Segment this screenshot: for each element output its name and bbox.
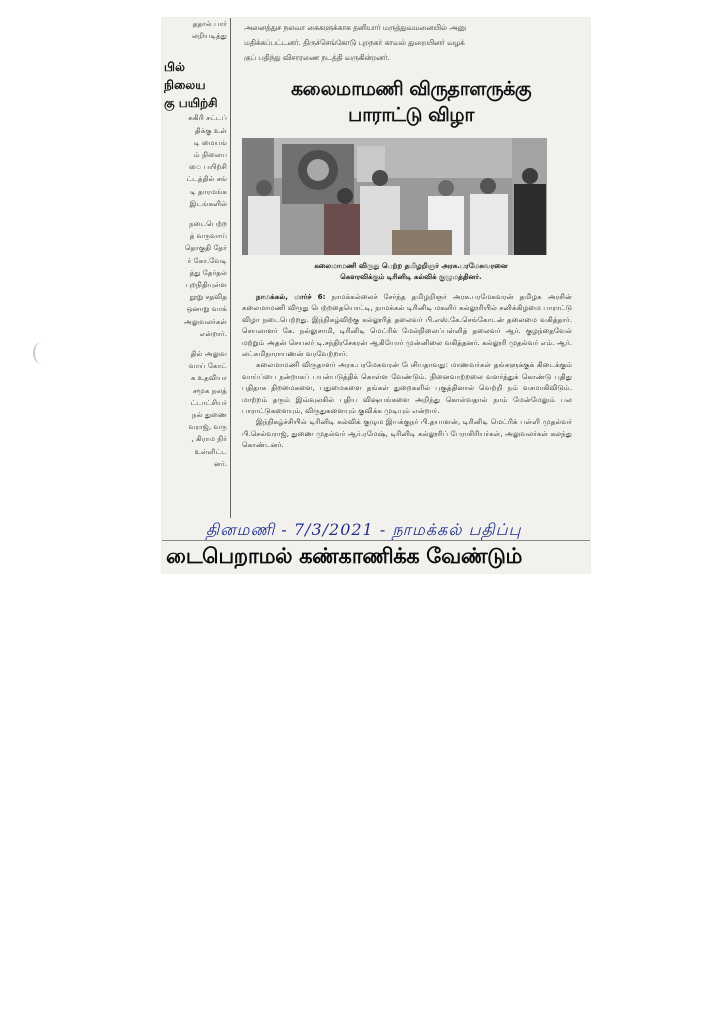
article-headline-line2: பாராட்டு விழா [348,104,474,126]
article [238,18,584,451]
column-fragment: அலுவலர்கள் [183,316,227,326]
article-paragraph: கலைமாமணி விருதாளர் அரசு.பரமேசுவரன் பேசியதாவது: மாணவர்கள் தங்களுக்குக் கிடைக்கும் வாய்ப்பை நன்றாகப் பயன்படுத்திக் கொள்ள வேண்டும். நினைவாற்றலை வளர்த்துக் கொண்டு புதிது புதிதாக திறமைகளை, புதுமைகளை தங்கள் துறைகளில் புகுத்தினால் வெற்றி நம் வசமாகிவிடும். மாற்றம் தரும் இவ்வுலகில் புதிய விஷயங்களை அறிந்து கொள்வதால் நாம் மேன்மேலும் பல பாராட்டுகளையும், விருதுகளையும் குவிக்க முடியும் என்றார். [242,360,572,416]
column-fragment: நூறு சதவித [189,292,227,302]
column-fragment: னர். [213,458,227,468]
article-body [242,291,572,451]
column-fragment: என்றார். [199,328,227,338]
adjacent-headline: கு பயிற்சி [164,96,218,111]
article-headline: கலைமாமணி விருதாளருக்கு [291,78,531,100]
adjacent-headline: நிலைய [164,78,206,93]
column-fragment: ம் நிலைய [194,150,227,160]
previous-article-line: மதிக்கப்பட்டனர். திருச்செங்கோடு புறநகர் காவல் துறையினர் வழக் [244,38,465,47]
column-fragment: டி தாரமங்க [190,186,227,196]
column-fragment: டி மையங் [193,137,227,147]
adjacent-headline: பில் [164,60,185,75]
paragraph-text: நாமக்கல்லைச் சேர்ந்த தமிழறிஞர் அரசு.பரமேசுவரன் தமிழக அரசின் கலைமாமணி விருது பெற்றதையொட்டி, நாமக்கல் டிரினிடி மகளிர் கல்லூரியில் சனிக்கிழமை பாராட்டு விழா நடைபெற்றது. இந்நிகழ்விற்கு கல்லூரித் தலைவர் பி.எஸ்.கே.செங்கோடன் தலைமை வகித்தார். செயலாளர் கே. நல்லுசாமி, டிரினிடி மெட்ரிக் மேல்நிலைப்பள்ளித் தலைவர் ஆர். குழந்தைவேல் மற்றும் அதன் செயலர் டி.சந்திரசேகரன் ஆகியோர் முன்னிலை வகித்தனர். கல்லூரி முதல்வர் எம். ஆர். லட்சுமிநாராயணன் வரவேற்றார். [242,292,572,359]
handwritten-source-note: தினமணி - 7/3/2021 - நாமக்கல் பதிப்பு [206,520,522,539]
photo-caption-line: கலைமாமணி விருது பெற்ற தமிழறிஞர் அரசு.பரமேசுவரனை [314,262,508,270]
column-fragment: ஒனாறு வாக் [186,304,227,314]
column-fragment: நல் துணை [191,410,227,420]
previous-article-line: அனைத்துச நலவா கைகளுக்காக தனியார் மருத்துவமனையில் அனு [244,23,466,32]
column-fragment: உள்ளிட்ட [194,446,227,456]
column-fragment: சுகிரி சட்டப் [188,113,227,123]
column-fragment: த்து தேர்தல் [189,267,227,277]
column-fragment: சமூக நலத் [192,385,227,395]
event-photo [242,138,547,255]
photo-caption-line: கௌரவிக்கும் டிரினிடி கல்விக் குழுமத்தினர். [340,273,482,281]
column-fragment: ட்டாட்சியர் [190,397,227,407]
column-fragment: ட்டத்தில் சங் [186,174,227,184]
divider [162,540,590,541]
scan-mark [33,342,49,364]
event-photo-image [242,138,547,255]
photo-caption [258,261,564,283]
column-fragment [162,340,230,348]
adjacent-column [162,18,231,518]
next-article-headline: டைபெறாமல் கண்காணிக்க வேண்டும் [166,544,523,568]
article-paragraph: இந்நிகழ்ச்சியில் டிரினிடி கல்விக் குழும இயக்குநர் பி.தயாளன், டிரினிடி மெட்ரிக் பள்ளி முதல்வர் பி.செல்வராஜ், துணை முதல்வர் ஆர்.ரமேஷ், டிரினிடி கல்லூரிப் பேராசிரியர்கள், அலுவலர்கள் கலந்து கொண்டனர். [242,417,572,450]
column-fragment: இடங்களில் [189,198,227,208]
column-fragment: தொகுதி தேர் [184,243,227,253]
column-fragment: த் வருவாய் [189,231,227,241]
clipping-footer [162,518,590,573]
column-fragment: வாய் கோட் [188,361,227,371]
article-paragraph [242,291,572,359]
column-fragment [162,210,230,218]
column-fragment: நடைபெற்ற [189,219,227,229]
column-fragment: திக்கு உள் [194,125,227,135]
column-fragment: வராஜ், வரு [188,422,227,432]
column-fragment: , கிராம நிர் [191,434,227,444]
column-fragment: ததால் பார் [192,19,227,28]
adjacent-text-fragments [162,112,230,470]
column-fragment: தில் அலுவ [190,349,227,359]
dateline: நாமக்கல், மார்ச் 6: [256,292,326,301]
column-fragment: ை பயிற்சி [189,162,227,172]
column-fragment: க உதவியா [190,373,227,383]
newspaper-clipping [162,18,590,573]
column-fragment: புறநிதியுள்ள [185,280,227,290]
previous-article-line: குப் பதிந்து விசாரணை நடத்தி வருகின்றனர். [244,53,390,62]
column-fragment: லறியடித்து [192,31,227,41]
column-fragment: ர் கோ.வேடி [187,255,227,265]
